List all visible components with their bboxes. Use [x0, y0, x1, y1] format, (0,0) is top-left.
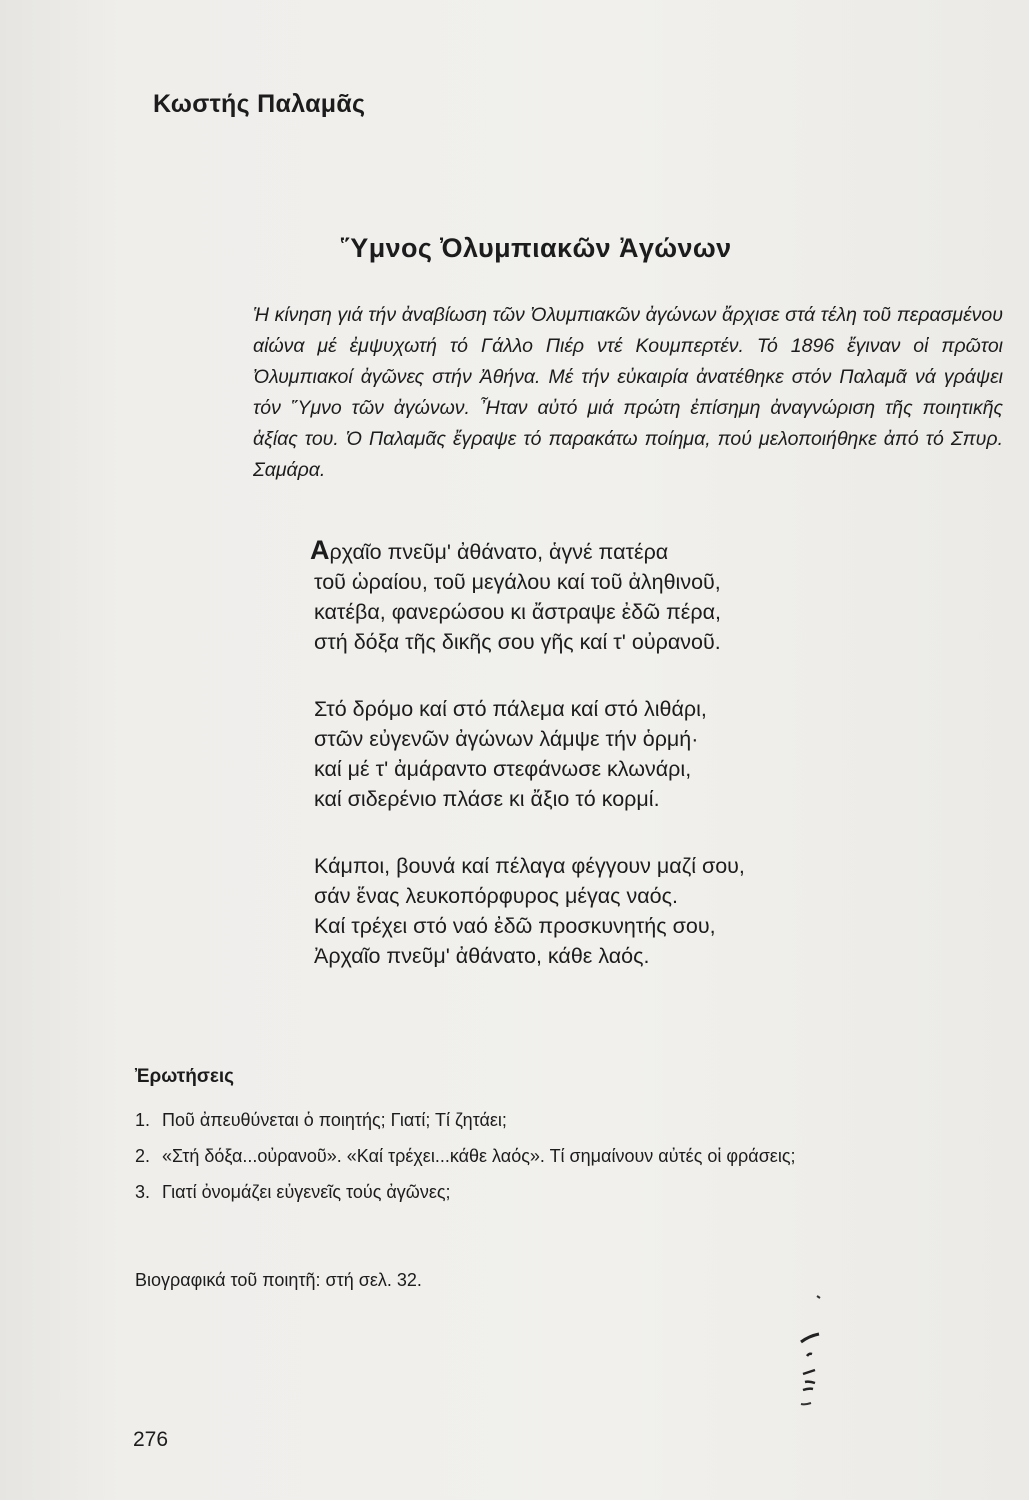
question-item: [135, 1144, 995, 1168]
drop-cap: Α: [310, 535, 330, 565]
verse-line: καί μέ τ' ἀμάραντο στεφάνωσε κλωνάρι,: [314, 757, 692, 781]
verse-text: ρχαῖο πνεῦμ' ἀθάνατο, ἁγνέ πατέρα: [329, 540, 669, 564]
intro-paragraph: [253, 300, 1003, 486]
poem-body: [310, 535, 745, 1008]
stanza-1: [310, 535, 745, 657]
verse-line: σάν ἕνας λευκοπόρφυρος μέγας ναός.: [314, 884, 678, 908]
verse-line: Ἀρχαῖο πνεῦμ' ἀθάνατο, κάθε λαός.: [314, 944, 650, 968]
question-number: 3.: [135, 1182, 151, 1202]
verse-line: στή δόξα τῆς δικῆς σου γῆς καί τ' οὐρανοῦ.: [314, 630, 721, 654]
verse-line: κατέβα, φανερώσου κι ἄστραψε ἐδῶ πέρα,: [314, 600, 722, 624]
verse-line: Κάμποι, βουνά καί πέλαγα φέγγουν μαζί σου,: [314, 854, 745, 878]
verse-line: καί σιδερένιο πλάσε κι ἄξιο τό κορμί.: [314, 787, 660, 811]
question-text: Γιατί ὀνομάζει εὐγενεῖς τούς ἀγῶνες;: [162, 1182, 451, 1202]
stanza-2: [314, 694, 745, 814]
verse-line: τοῦ ὡραίου, τοῦ μεγάλου καί τοῦ ἀληθινοῦ,: [314, 570, 721, 594]
poem-title: Ὕμνος Ὀλυμπιακῶν Ἀγώνων: [340, 233, 732, 263]
question-text: «Στή δόξα...οὐρανοῦ». «Καί τρέχει...κάθε λαός». Τί σημαίνουν αὐτές οἱ φράσεις;: [162, 1146, 796, 1166]
questions-list: [135, 1108, 995, 1216]
question-number: 1.: [135, 1110, 151, 1130]
intro-text: Ἡ κίνηση γιά τήν ἀναβίωση τῶν Ὀλυμπιακῶν ἀγώνων ἄρχισε στά τέλη τοῦ περασμένου αἰώνα μέ ἐμψυχωτή τό Γάλλο Πιέρ ντέ Κουμπερτέν. Τό 1896 ἔγιναν οἱ πρῶτοι Ὀλυμπιακοί ἀγῶνες στήν Ἀθήνα. Μέ τήν εὐκαιρία ἀνατέθηκε στόν Παλαμᾶ νά γράψει τόν Ὕμνο τῶν ἀγώνων. Ἦταν αὐτό μιά πρώτη ἐπίσημη ἀναγνώριση τῆς ποιητικῆς ἀξίας του. Ὁ Παλαμᾶς ἔγραψε τό παρακάτω ποίημα, πού μελοποιήθηκε ἀπό τό Σπυρ. Σαμάρα.: [253, 304, 1003, 481]
question-item: [135, 1108, 995, 1132]
ink-smudge-marks: [795, 1290, 835, 1420]
question-text: Ποῦ ἀπευθύνεται ὁ ποιητής; Γιατί; Τί ζητάει;: [162, 1110, 507, 1130]
verse-line: [310, 535, 745, 567]
stanza-3: [314, 851, 745, 971]
verse-line: Στό δρόμο καί στό πάλεμα καί στό λιθάρι,: [314, 697, 707, 721]
page-number: 276: [133, 1428, 169, 1451]
author-name: Κωστής Παλαμᾶς: [153, 90, 366, 118]
questions-heading: Ἐρωτήσεις: [135, 1066, 235, 1087]
question-number: 2.: [135, 1146, 151, 1166]
biography-reference: Βιογραφικά τοῦ ποιητῆ: στή σελ. 32.: [135, 1270, 422, 1290]
verse-line: Καί τρέχει στό ναό ἐδῶ προσκυνητής σου,: [314, 914, 716, 938]
verse-line: στῶν εὐγενῶν ἀγώνων λάμψε τήν ὁρμή·: [314, 727, 699, 751]
question-item: [135, 1180, 995, 1204]
